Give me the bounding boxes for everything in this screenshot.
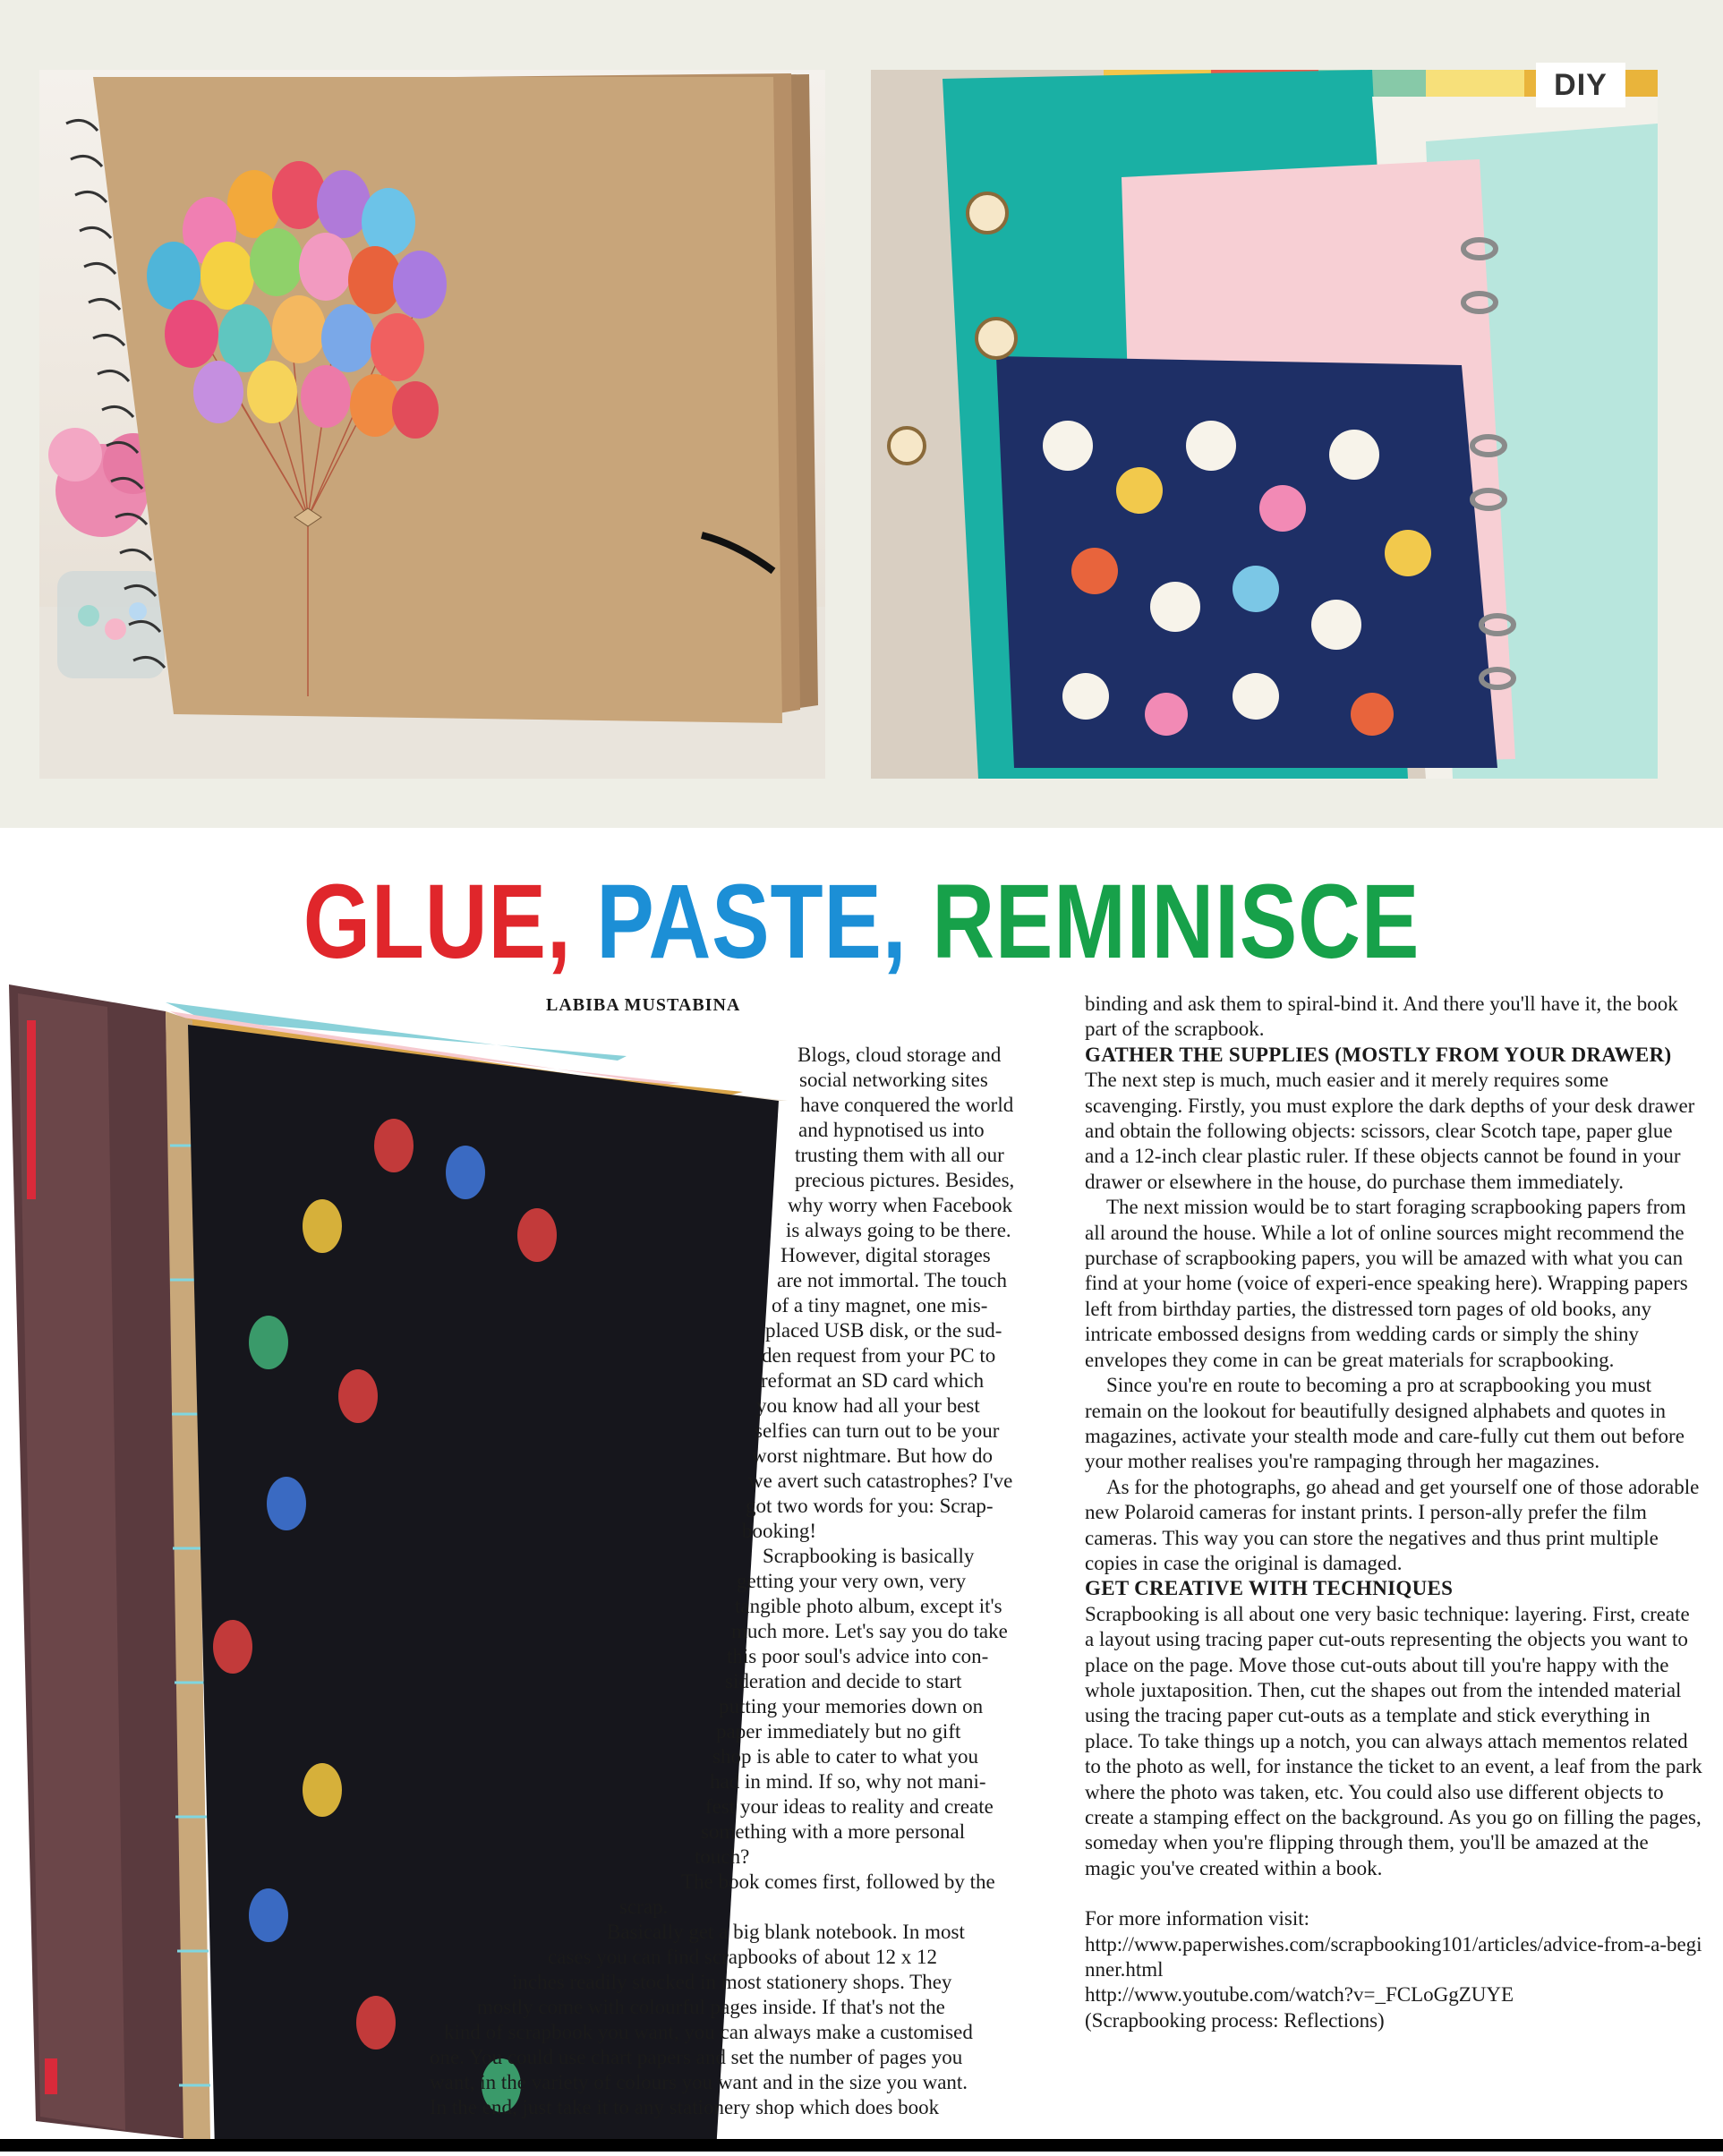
text-line: fest your ideas to reality and create: [705, 1795, 994, 1818]
text-line: trusting them with all our: [795, 1144, 1004, 1166]
headline-word-paste: PASTE,: [596, 863, 908, 981]
text-line: inches readily stocked in most stationery shops. They: [512, 1971, 952, 1993]
text-line: paper immediately but no gift: [716, 1720, 961, 1743]
text-line: reformat an SD card which: [761, 1369, 985, 1392]
paragraph: As for the photographs, go ahead and get yourself one of those adorable new Polaroid cameras for instant prints. I person-ally prefer the film cameras. This way you can store the negatives and thus print multiple copies in case the original is damaged.: [1085, 1475, 1700, 1574]
paragraph: The next mission would be to start foraging scrapbooking papers from all around the house. While a lot of online sources might recommend the purchase of scrapbooking papers, you will be amazed with what you can find at your home (voice of experi-ence speaking here). Wrapping papers left from birthday parties, the distressed torn pages of old books, any intricate embossed designs from wedding cards or simply the shiny envelopes they come in can be great materials for scrapbooking.: [1085, 1196, 1688, 1371]
text-line: The book comes first, followed by the: [681, 1871, 995, 1893]
paragraph: The next step is much, much easier and it merely requires some scavenging. Firstly, you must explore the dark depths of your desk drawer and obtain the following objects: scissors, clear Scotch tape, paper glue and a 12-inch clear plastic ruler. If these objects cannot be found in your drawer or elsewhere in the house, do purchase them immediately.: [1085, 1069, 1695, 1193]
text-line: are not immortal. The touch: [777, 1269, 1007, 1291]
text-line: got two words for you: Scrap-: [746, 1495, 994, 1517]
text-line: one. You could use chart papers and set the number of pages you: [430, 2046, 963, 2068]
text-line: sideration and decide to start: [725, 1670, 962, 1692]
planner-binder-photo: [871, 70, 1658, 779]
text-line: want, in the variety of colours you want and in the size you want.: [430, 2071, 968, 2093]
article-headline: [155, 864, 1568, 980]
column-2: [1085, 992, 1702, 2033]
text-line: Basically get a big blank notebook. In most: [607, 1921, 965, 1943]
text-line: putting your memories down on: [719, 1695, 984, 1717]
page-bottom-bar: [0, 2139, 1723, 2152]
balloon-scrapbook-photo: [39, 70, 825, 779]
text-line: you know had all your best: [756, 1394, 980, 1417]
text-line: placed USB disk, or the sud-: [765, 1319, 1002, 1342]
more-info-label: For more information visit:: [1085, 1907, 1310, 1930]
text-line: had in mind. If so, why not mani-: [710, 1770, 986, 1793]
text-line: this poor soul's advice into con-: [727, 1645, 989, 1667]
text-line: In the end, just take it to any stationery shop which does book: [430, 2096, 940, 2118]
text-line: scrap.: [619, 1896, 669, 1918]
section-heading: GET CREATIVE WITH TECHNIQUES: [1085, 1577, 1454, 1600]
text-line: and hypnotised us into: [798, 1119, 985, 1141]
text-line: have conquered the world: [800, 1094, 1014, 1116]
text-line: much more. Let's say you do take: [731, 1620, 1008, 1642]
text-line: booking!: [742, 1520, 817, 1542]
text-line: of a tiny magnet, one mis-: [772, 1294, 988, 1317]
text-line: tangible photo album, except it's: [735, 1595, 1002, 1617]
headline-word-glue: GLUE,: [303, 863, 572, 981]
text-line: getting your very own, very: [737, 1570, 967, 1592]
text-line: kind of scrapbook you want, you can always make a customised: [444, 2021, 973, 2043]
text-line: However, digital storages: [780, 1244, 991, 1266]
text-line: selfies can turn out to be your: [755, 1419, 1000, 1442]
text-line: we avert such catastrophes? I've: [748, 1470, 1013, 1492]
text-line: shop is able to cater to what you: [712, 1745, 979, 1768]
headline-word-reminisce: REMINISCE: [932, 863, 1420, 981]
text-line: precious pictures. Besides,: [795, 1169, 1015, 1191]
section-heading: GATHER THE SUPPLIES (MOSTLY FROM YOUR DRAWER): [1085, 1043, 1672, 1066]
paragraph: Since you're en route to becoming a pro at scrapbooking you must remain on the lookout for beautifully designed alphabets and quotes in magazines, activate your stealth mode and care-fully cut them out before your mother realises you're rampaging through her magazines.: [1085, 1374, 1685, 1473]
byline: LABIBA MUSTABINA: [546, 995, 741, 1015]
link-youtube[interactable]: http://www.youtube.com/watch?v=_FCLoGgZUYE: [1085, 1983, 1514, 2007]
link-paperwishes[interactable]: http://www.paperwishes.com/scrapbooking101/articles/advice-from-a-beginner.html: [1085, 1932, 1702, 1981]
text-line: why worry when Facebook: [788, 1194, 1013, 1216]
section-tag: DIY: [1536, 63, 1625, 107]
text-line: Scrapbooking is basically: [763, 1545, 975, 1567]
text-line: worst nightmare. But how do: [752, 1444, 993, 1467]
text-line: mostly come with colourful pages inside. If that's not the: [477, 1996, 945, 2018]
text-line: is always going to be there.: [786, 1219, 1011, 1241]
text-line: den request from your PC to: [762, 1344, 996, 1367]
text-line: Blogs, cloud storage and: [798, 1044, 1002, 1066]
text-line: social networking sites: [799, 1069, 988, 1091]
text-line: cases you can find scrapbooks of about 12 x 12: [548, 1946, 937, 1968]
text-line: touch?: [695, 1845, 750, 1868]
link-caption: (Scrapbooking process: Reflections): [1085, 2008, 1385, 2032]
paragraph: Scrapbooking is all about one very basic technique: layering. First, create a layout using tracing paper cut-outs representing the objects you want to place on the page. Move those cut-outs about till you're happy with the whole juxtaposition. Then, cut the shapes out from the intended material using the tracing paper cut-outs as a template and stick everything in place. To take things up a notch, you can always attach mementos related to the photo as well, for instance the ticket to an event, a leaf from the park where the photo was taken, etc. You could also use different objects to create a stamping effect on the background. As you go on filling the pages, someday when you're flipping through them, you'll be amazed at the magic you've created within a book.: [1085, 1602, 1702, 1879]
paragraph: binding and ask them to spiral-bind it. And there you'll have it, the book part of the scrapbook.: [1085, 993, 1678, 1041]
text-line: something with a more personal: [701, 1820, 966, 1843]
